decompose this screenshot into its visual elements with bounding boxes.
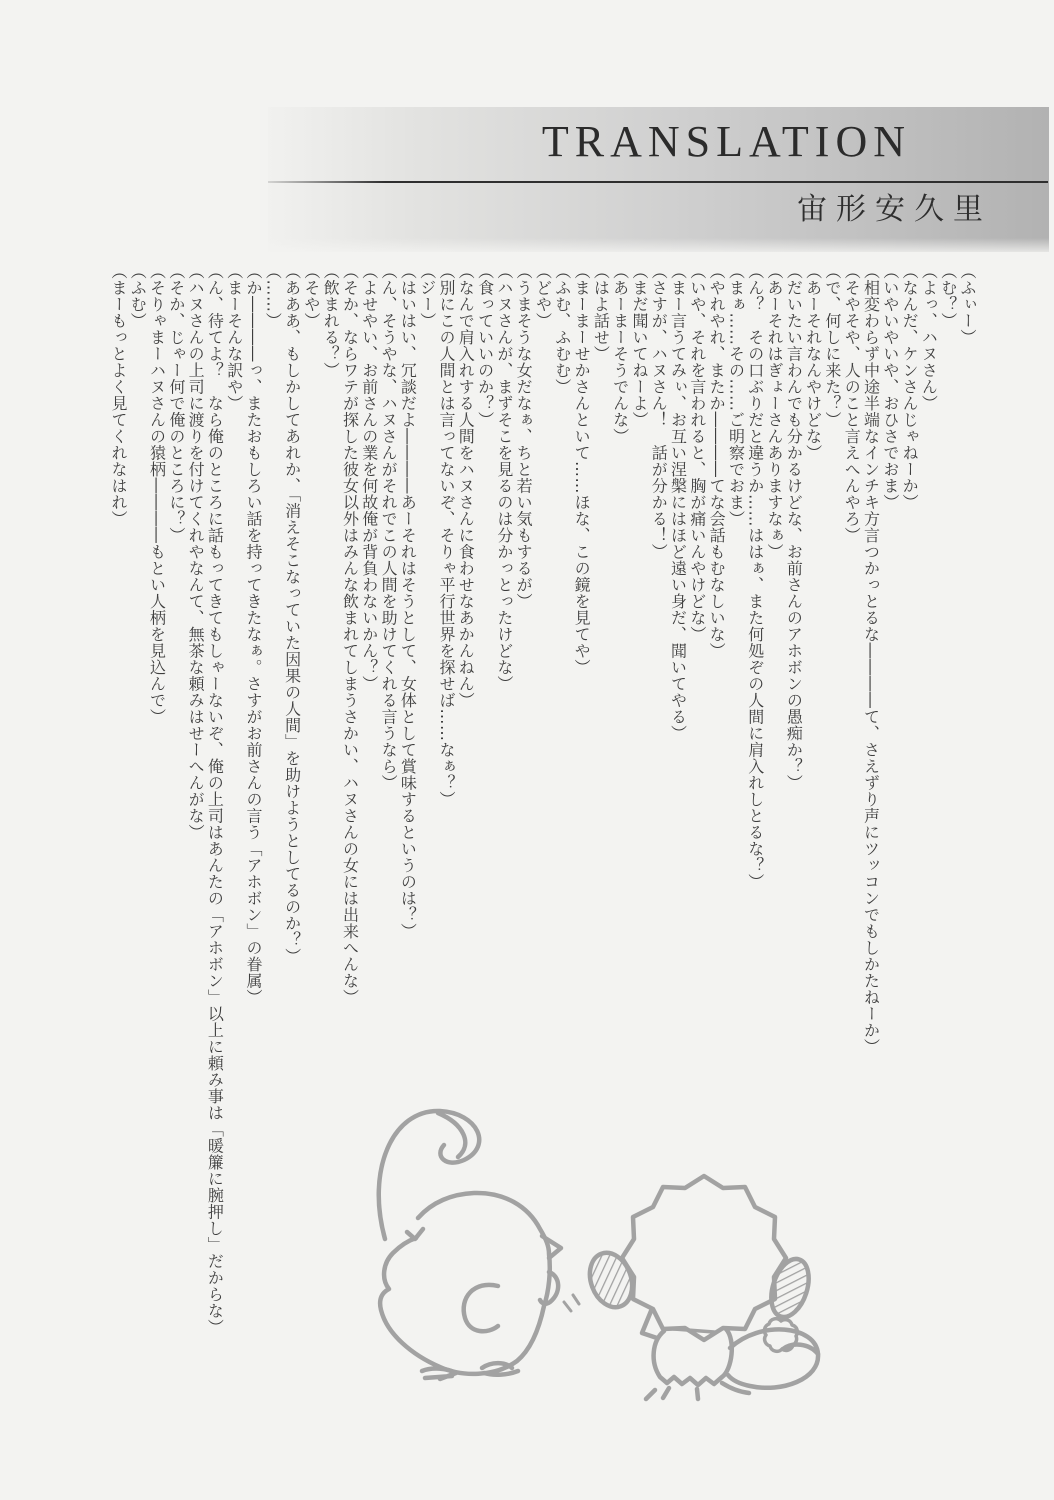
dialogue-line: （か――――っ、またおもしろい話を持ってきたなぁ。さすがお前さんの言う「アホボン」の眷属） (244, 263, 264, 1006)
fluffy-creature-doodle (583, 1176, 818, 1399)
dialogue-line: （あーそれはぎょーさんありますなぁ） (765, 263, 785, 560)
dialogue-line: （さすが、ハヌさん！ 話が分かる！） (649, 263, 669, 560)
dialogue-line: （やれやれ、またか――――てな会話もむなしいな） (707, 263, 727, 659)
fluffy-body (654, 1329, 732, 1385)
dialogue-line: （そやそや、人のこと言えへんやろ） (842, 263, 862, 544)
dialogue-line: （ん？ その口ぶりだと違うか……ははぁ、また何処ぞの人間に肩入れしとるな？） (745, 263, 765, 890)
dialogue-line: （そりゃまーハヌさんの猿柄――――もとい人柄を見込んで） (147, 263, 167, 725)
doodle-illustration (352, 1096, 857, 1436)
dialogue-line: （まーまーせかさんといて……ほな、この鏡を見てや） (572, 263, 592, 676)
chick-wing (464, 1285, 498, 1331)
dialogue-line: （ん、待てよ？ なら俺のところに話もってきてもしゃーないぞ、俺の上司はあんたの「アホボン」以上に頼み事は「暖簾に腕押し」だからな） (205, 263, 225, 1336)
dialogue-line: （食っていいのか？） (475, 263, 495, 428)
chick-motion-lines (564, 1295, 579, 1311)
chick-left-foot (422, 1369, 456, 1379)
fluffy-tail (728, 1329, 818, 1387)
dialogue-line: （ふぃー） (958, 263, 977, 346)
dialogue-line: （いや、それを言われると、胸が痛いんやけどな） (687, 263, 707, 643)
header-divider (268, 181, 1048, 183)
dialogue-line: （ジー） (417, 263, 437, 329)
dialogue-line: （だいたい言わんでも分かるけどな、お前さんのアホボンの愚痴か？） (784, 263, 804, 791)
dialogue-line: （……） (263, 263, 283, 329)
chick-body (380, 1193, 550, 1374)
chick-beak (542, 1236, 561, 1258)
dialogue-line: （む？） (938, 263, 958, 329)
dialogue-line: （はいはい、冗談だよ――――あーそれはそうとして、女体として賞味するというのは？） (398, 263, 418, 940)
dialogue-line: （ふむ） (128, 263, 148, 329)
dialogue-line: （そか、ならワテが探した彼女以外はみんな飲まれてしまうさかい、ハヌさんの女には出来へんな） (340, 263, 360, 1006)
dialogue-line: （なんで肩入れする人間をハヌさんに食わせなあかんねん） (456, 263, 476, 709)
dialogue-line: （まーもっとよく見てくれなはれ） (108, 263, 128, 527)
fluffy-tail-flower (764, 1319, 797, 1352)
dialogue-line: （そや） (301, 263, 321, 329)
dialogue-line: （ハヌさんが、まずそこを見るのは分かっとったけどな） (494, 263, 514, 692)
fluffy-chest-mark (674, 1329, 714, 1332)
dialogue-line: （まー言うてみぃ、お互い涅槃にはほど遠い身だ、聞いてやる） (668, 263, 688, 742)
dialogue-line: （どや） (533, 263, 553, 329)
dialogue-line: （飲まれる？） (321, 263, 341, 379)
dialogue-line: （いやいやいや、おひさでおま） (880, 263, 900, 511)
hatched-ear-right (765, 1254, 816, 1322)
chick-curl-joint (407, 1229, 423, 1239)
dialogue-line: （あーそれなんやけどな） (803, 263, 823, 461)
dialogue-line: （ん、そうやな、ハヌさんがそれでこの人間を助けてくれる言うなら） (379, 263, 399, 791)
dialogue-line: （あああ、もしかしてあれか、「消えそこなっていた因果の人間」を助けようとしてるのか？） (282, 263, 302, 965)
hatched-ear-left (583, 1247, 640, 1313)
dialogue-line: （まぁ……その……ご明察でおま） (726, 263, 746, 527)
dialogue-line: （そか、じゃー何で俺のところに？） (166, 263, 186, 544)
dialogue-line: （別にこの人間とは言ってないぞ、そりゃ平行世界を探せば……なぁ？） (436, 263, 456, 808)
page-title: TRANSLATION (541, 117, 911, 166)
dialogue-line: （はよ話せ） (591, 263, 611, 362)
dialogue-line: （うまそうな女だなぁ、ちと若い気もするが） (514, 263, 534, 610)
dialogue-line: （まだ聞いてねーよ） (629, 263, 649, 428)
dialogue-line: （あーまーそうでんな） (610, 263, 630, 445)
dialogue-line: （ハヌさんの上司に渡りを付けてくれやなんて、無茶な頼みはせーへんがな） (186, 263, 206, 841)
dialogue-line: （よっ、ハヌさん） (919, 263, 939, 412)
dialogue-line: （ふむ、ふむむ） (552, 263, 572, 395)
dialogue-line: （よせやい、お前さんの業を何故俺が背負わないかん？） (359, 263, 379, 692)
dialogue-line: （で、何しに来た？） (822, 263, 842, 428)
fluffy-head (622, 1176, 786, 1340)
dialogue-line: （なんだ、ケンさんじゃねーか） (900, 263, 920, 511)
chick-doodle (379, 1111, 579, 1379)
fluffy-feet (646, 1388, 698, 1399)
dialogue-line: （まーそんな訳や） (224, 263, 244, 412)
chick-curl (379, 1111, 479, 1239)
dialogue-line: （相変わらず中途半端なインチキ方言つかっとるな――――て、さえずり声にツッコンでもしかたねーか） (861, 263, 881, 1055)
author-name: 宙形安久里 (797, 192, 992, 227)
